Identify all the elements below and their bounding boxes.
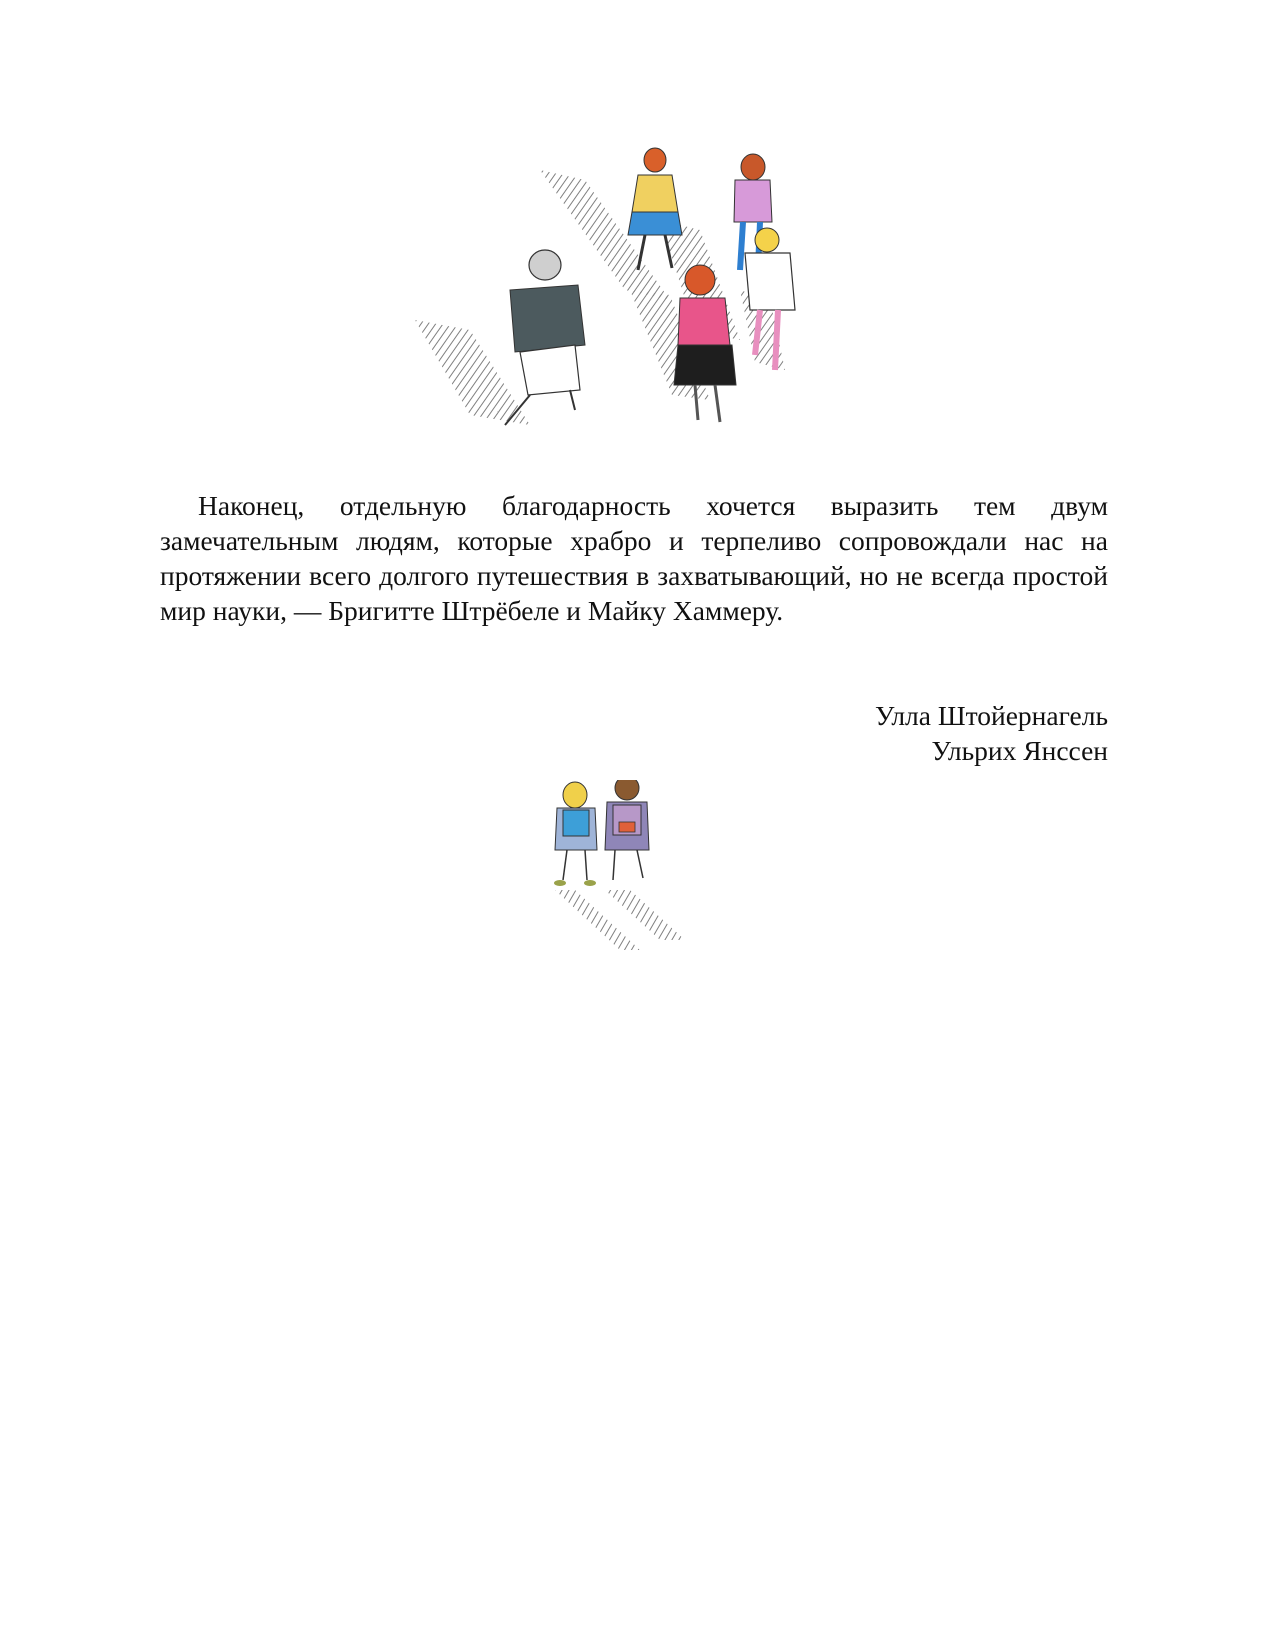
acknowledgment-paragraph: Наконец, отдельную благодарность хочется выразить тем двум замечательным людям, которые храбро и терпеливо сопровождали нас на протяжении всего долгого путешествия в захватывающий, но не всегда простой мир науки, — Бригитте Штрёбеле и Майку Хаммеру. [160,490,1108,626]
two-children-illustration [535,780,705,970]
author-name: Ульрих Янссен [931,735,1108,766]
child-blue-backpack [554,782,597,886]
child-red-backpack [605,780,649,880]
children-group-illustration [410,140,830,440]
author-name: Улла Штойернагель [874,700,1108,731]
child-gray-jacket [505,250,585,425]
signature-block [700,698,1108,768]
shadow-shapes [555,890,685,950]
shadow-shapes [415,170,785,425]
